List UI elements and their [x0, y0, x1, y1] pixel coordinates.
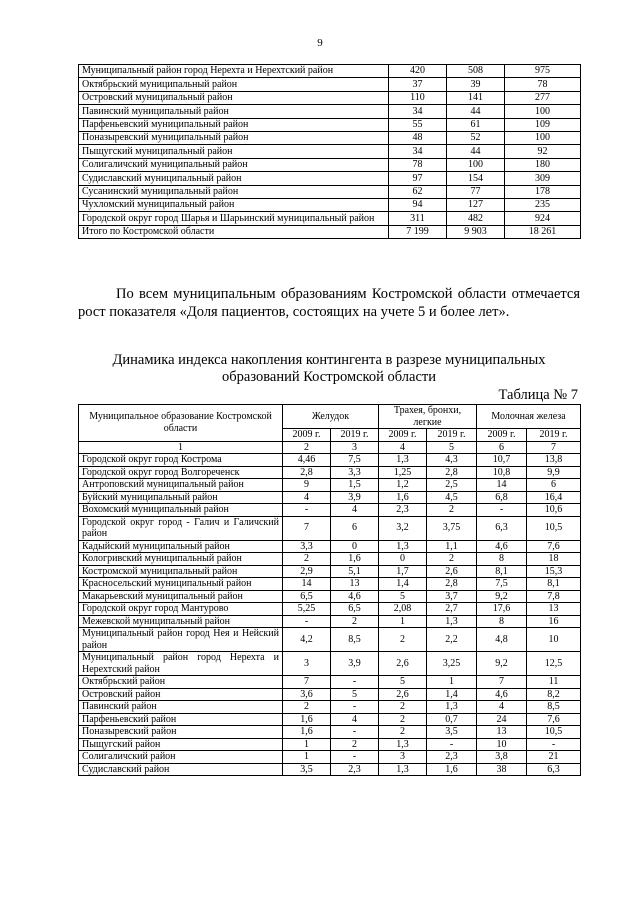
value-cell: 14: [477, 479, 527, 492]
value-cell: 10,6: [527, 504, 581, 517]
value-cell: 1,7: [379, 565, 427, 578]
value-cell: 2,6: [379, 652, 427, 676]
value-cell: 1,6: [331, 553, 379, 566]
table-row: [79, 118, 581, 131]
region-name-cell: Городской округ город Волгореченск: [79, 466, 283, 479]
value-cell: 9,2: [477, 652, 527, 676]
region-name-cell: Буйский муниципальный район: [79, 491, 283, 504]
table-heading-line1: Динамика индекса накопления контингента в разрезе муниципальных: [112, 352, 546, 368]
value-cell: 4: [331, 713, 379, 726]
value-cell: 1,3: [379, 454, 427, 467]
value-cell: 5: [379, 590, 427, 603]
value-cell: 52: [447, 131, 505, 144]
value-cell: 2: [427, 553, 477, 566]
region-name-cell: Городской округ город Шарья и Шарьинский муниципальный район: [79, 212, 389, 225]
value-cell: 6,8: [477, 491, 527, 504]
table-row: [79, 479, 581, 492]
table-heading-line2: образований Костромской области: [222, 369, 436, 385]
table-row: [79, 504, 581, 517]
region-name-cell: Костромской муниципальный район: [79, 565, 283, 578]
value-cell: 1,6: [427, 763, 477, 776]
value-cell: 180: [505, 158, 581, 171]
table-row: [79, 553, 581, 566]
column-number: 5: [427, 441, 477, 454]
value-cell: 235: [505, 198, 581, 211]
header-row-column-numbers: [79, 441, 581, 454]
value-cell: 1,6: [283, 726, 331, 739]
table-row: [79, 65, 581, 78]
value-cell: 5: [331, 688, 379, 701]
header-year: 2019 г.: [427, 429, 477, 442]
value-cell: 4,2: [283, 628, 331, 652]
region-name-cell: Красносельский муниципальный район: [79, 578, 283, 591]
value-cell: 44: [447, 105, 505, 118]
table-row: [79, 590, 581, 603]
table-row: [79, 578, 581, 591]
value-cell: 975: [505, 65, 581, 78]
value-cell: 6: [527, 479, 581, 492]
table-row: [79, 78, 581, 91]
patients-count-table-body: [79, 65, 581, 239]
value-cell: 10: [527, 628, 581, 652]
value-cell: 78: [505, 78, 581, 91]
value-cell: 1,6: [283, 713, 331, 726]
value-cell: 10,8: [477, 466, 527, 479]
value-cell: 100: [505, 105, 581, 118]
value-cell: 34: [389, 105, 447, 118]
value-cell: 1,3: [379, 763, 427, 776]
value-cell: 8,2: [527, 688, 581, 701]
table-row: [79, 105, 581, 118]
header-year: 2009 г.: [283, 429, 331, 442]
region-name-cell: Муниципальный район город Нерехта и Нерехтский район: [79, 652, 283, 676]
table-row: [79, 172, 581, 185]
value-cell: 8,5: [331, 628, 379, 652]
table-row: [79, 516, 581, 540]
header-year: 2019 г.: [527, 429, 581, 442]
value-cell: 16: [527, 615, 581, 628]
value-cell: 44: [447, 145, 505, 158]
value-cell: 100: [447, 158, 505, 171]
value-cell: 39: [447, 78, 505, 91]
value-cell: 11: [527, 676, 581, 689]
value-cell: 154: [447, 172, 505, 185]
value-cell: 7: [283, 516, 331, 540]
region-name-cell: Чухломский муниципальный район: [79, 198, 389, 211]
table-row: [79, 701, 581, 714]
table-row: [79, 454, 581, 467]
value-cell: 8,1: [527, 578, 581, 591]
value-cell: 4,5: [427, 491, 477, 504]
region-name-cell: Солигаличский район: [79, 751, 283, 764]
table-heading: [78, 352, 580, 386]
region-name-cell: Парфеньевский район: [79, 713, 283, 726]
table-row: [79, 615, 581, 628]
value-cell: 7,5: [331, 454, 379, 467]
value-cell: 1,4: [379, 578, 427, 591]
value-cell: 9 903: [447, 225, 505, 238]
accumulation-index-table-body: [79, 454, 581, 776]
value-cell: 4,8: [477, 628, 527, 652]
value-cell: 3,3: [283, 540, 331, 553]
value-cell: 1: [283, 738, 331, 751]
value-cell: 6: [331, 516, 379, 540]
value-cell: 7,6: [527, 713, 581, 726]
value-cell: 2: [427, 504, 477, 517]
value-cell: 18: [527, 553, 581, 566]
value-cell: 16,4: [527, 491, 581, 504]
header-row-groups: [79, 405, 581, 429]
value-cell: 3: [283, 652, 331, 676]
table-row: [79, 491, 581, 504]
value-cell: 0,7: [427, 713, 477, 726]
value-cell: 3,9: [331, 652, 379, 676]
value-cell: -: [331, 701, 379, 714]
region-name-cell: Кологривский муниципальный район: [79, 553, 283, 566]
value-cell: 3,75: [427, 516, 477, 540]
value-cell: 1,2: [379, 479, 427, 492]
value-cell: 2: [283, 701, 331, 714]
value-cell: 3,2: [379, 516, 427, 540]
value-cell: 6,5: [331, 603, 379, 616]
value-cell: 4,6: [477, 540, 527, 553]
value-cell: 7,8: [527, 590, 581, 603]
value-cell: 2: [331, 615, 379, 628]
table-row: [79, 676, 581, 689]
value-cell: 1: [379, 615, 427, 628]
value-cell: -: [283, 504, 331, 517]
value-cell: 5,25: [283, 603, 331, 616]
region-name-cell: Муниципальный район город Нея и Нейский район: [79, 628, 283, 652]
region-name-cell: Павинский район: [79, 701, 283, 714]
value-cell: 1,25: [379, 466, 427, 479]
value-cell: -: [331, 676, 379, 689]
column-number: 3: [331, 441, 379, 454]
summary-paragraph-text: По всем муниципальным образованиям Костромской области отмечается рост показателя «Доля пациентов, состоящих на учете 5 и более лет».: [78, 286, 580, 320]
value-cell: 3: [379, 751, 427, 764]
table-row: [79, 565, 581, 578]
value-cell: 62: [389, 185, 447, 198]
value-cell: 2,3: [331, 763, 379, 776]
table-row: [79, 91, 581, 104]
value-cell: 13,8: [527, 454, 581, 467]
value-cell: 508: [447, 65, 505, 78]
value-cell: 7: [477, 676, 527, 689]
value-cell: -: [427, 738, 477, 751]
table-row: [79, 131, 581, 144]
value-cell: 4: [331, 504, 379, 517]
value-cell: 9,9: [527, 466, 581, 479]
value-cell: 3,25: [427, 652, 477, 676]
value-cell: 10,7: [477, 454, 527, 467]
table-row: [79, 726, 581, 739]
value-cell: 7 199: [389, 225, 447, 238]
value-cell: 6,5: [283, 590, 331, 603]
column-number: 4: [379, 441, 427, 454]
region-name-cell: Городской округ город - Галич и Галичский район: [79, 516, 283, 540]
value-cell: 3,5: [283, 763, 331, 776]
value-cell: -: [527, 738, 581, 751]
value-cell: 178: [505, 185, 581, 198]
value-cell: 1,3: [427, 615, 477, 628]
value-cell: 7: [283, 676, 331, 689]
header-region: Муниципальное образование Костромской области: [79, 405, 283, 442]
value-cell: 110: [389, 91, 447, 104]
value-cell: 3,9: [331, 491, 379, 504]
value-cell: 141: [447, 91, 505, 104]
value-cell: 2,2: [427, 628, 477, 652]
value-cell: 18 261: [505, 225, 581, 238]
value-cell: 12,5: [527, 652, 581, 676]
value-cell: 311: [389, 212, 447, 225]
value-cell: 2: [379, 726, 427, 739]
value-cell: 2: [331, 738, 379, 751]
table-row: [79, 763, 581, 776]
value-cell: 2: [379, 701, 427, 714]
value-cell: 10,5: [527, 726, 581, 739]
table-row: [79, 185, 581, 198]
value-cell: 0: [331, 540, 379, 553]
value-cell: 2,6: [379, 688, 427, 701]
region-name-cell: Пыщугский муниципальный район: [79, 145, 389, 158]
header-year: 2009 г.: [477, 429, 527, 442]
region-name-cell: Вохомский муниципальный район: [79, 504, 283, 517]
value-cell: 55: [389, 118, 447, 131]
value-cell: 5: [379, 676, 427, 689]
value-cell: 420: [389, 65, 447, 78]
value-cell: 10,5: [527, 516, 581, 540]
value-cell: 8,1: [477, 565, 527, 578]
region-name-cell: Октябрьский район: [79, 676, 283, 689]
table-row: [79, 198, 581, 211]
table-row: [79, 751, 581, 764]
column-number: 6: [477, 441, 527, 454]
value-cell: 17,6: [477, 603, 527, 616]
value-cell: 21: [527, 751, 581, 764]
column-number: 2: [283, 441, 331, 454]
value-cell: 4: [477, 701, 527, 714]
value-cell: 34: [389, 145, 447, 158]
region-name-cell: Макарьевский муниципальный район: [79, 590, 283, 603]
value-cell: 109: [505, 118, 581, 131]
value-cell: 1,3: [379, 738, 427, 751]
column-number: 1: [79, 441, 283, 454]
value-cell: 8: [477, 615, 527, 628]
value-cell: 94: [389, 198, 447, 211]
value-cell: 77: [447, 185, 505, 198]
page-number: 9: [317, 37, 323, 49]
region-name-cell: Пыщугский район: [79, 738, 283, 751]
value-cell: 482: [447, 212, 505, 225]
value-cell: 4: [283, 491, 331, 504]
column-number: 7: [527, 441, 581, 454]
header-stomach: Желудок: [283, 405, 379, 429]
value-cell: 4,6: [477, 688, 527, 701]
value-cell: 61: [447, 118, 505, 131]
value-cell: 97: [389, 172, 447, 185]
value-cell: 38: [477, 763, 527, 776]
value-cell: 13: [477, 726, 527, 739]
value-cell: 2,8: [283, 466, 331, 479]
value-cell: 4,6: [331, 590, 379, 603]
value-cell: 48: [389, 131, 447, 144]
table-row: [79, 652, 581, 676]
value-cell: 1,6: [379, 491, 427, 504]
region-name-cell: Городской округ город Кострома: [79, 454, 283, 467]
table-row: [79, 603, 581, 616]
value-cell: 1,5: [331, 479, 379, 492]
value-cell: 13: [527, 603, 581, 616]
region-name-cell: Поназыревский район: [79, 726, 283, 739]
table-row: [79, 628, 581, 652]
region-name-cell: Кадыйский муниципальный район: [79, 540, 283, 553]
value-cell: -: [331, 751, 379, 764]
region-name-cell: Итого по Костромской области: [79, 225, 389, 238]
value-cell: 2,6: [427, 565, 477, 578]
header-year: 2009 г.: [379, 429, 427, 442]
region-name-cell: Островский муниципальный район: [79, 91, 389, 104]
value-cell: 3,7: [427, 590, 477, 603]
region-name-cell: Октябрьский муниципальный район: [79, 78, 389, 91]
value-cell: 2: [283, 553, 331, 566]
value-cell: 3,3: [331, 466, 379, 479]
value-cell: 7,5: [477, 578, 527, 591]
region-name-cell: Антроповский муниципальный район: [79, 479, 283, 492]
region-name-cell: Павинский муниципальный район: [79, 105, 389, 118]
patients-count-table: [78, 64, 581, 239]
table-row: [79, 688, 581, 701]
table-label: Таблица № 7: [498, 387, 578, 403]
value-cell: 37: [389, 78, 447, 91]
value-cell: 277: [505, 91, 581, 104]
value-cell: 2,9: [283, 565, 331, 578]
region-name-cell: Сусанинский муниципальный район: [79, 185, 389, 198]
value-cell: 4,3: [427, 454, 477, 467]
value-cell: 10: [477, 738, 527, 751]
header-year: 2019 г.: [331, 429, 379, 442]
value-cell: 13: [331, 578, 379, 591]
region-name-cell: Муниципальный район город Нерехта и Нерехтский район: [79, 65, 389, 78]
value-cell: 7,6: [527, 540, 581, 553]
region-name-cell: Солигаличский муниципальный район: [79, 158, 389, 171]
value-cell: 0: [379, 553, 427, 566]
value-cell: 100: [505, 131, 581, 144]
value-cell: 2,08: [379, 603, 427, 616]
value-cell: 1: [283, 751, 331, 764]
region-name-cell: Островский район: [79, 688, 283, 701]
value-cell: 924: [505, 212, 581, 225]
value-cell: 2,8: [427, 578, 477, 591]
value-cell: 6,3: [527, 763, 581, 776]
value-cell: 6,3: [477, 516, 527, 540]
table-row: [79, 713, 581, 726]
value-cell: 8: [477, 553, 527, 566]
value-cell: 2: [379, 713, 427, 726]
region-name-cell: Поназыревский муниципальный район: [79, 131, 389, 144]
table-row: [79, 145, 581, 158]
region-name-cell: Парфеньевский муниципальный район: [79, 118, 389, 131]
region-name-cell: Судиславский муниципальный район: [79, 172, 389, 185]
table-row: [79, 540, 581, 553]
value-cell: 127: [447, 198, 505, 211]
region-name-cell: Межевской муниципальный район: [79, 615, 283, 628]
table-row: [79, 466, 581, 479]
table-row: [79, 212, 581, 225]
region-name-cell: Городской округ город Мантурово: [79, 603, 283, 616]
header-trachea-bronchi-lungs: Трахея, бронхи, легкие: [379, 405, 477, 429]
value-cell: -: [283, 615, 331, 628]
value-cell: 2: [379, 628, 427, 652]
accumulation-index-table: [78, 404, 581, 776]
value-cell: 15,3: [527, 565, 581, 578]
value-cell: 9: [283, 479, 331, 492]
value-cell: 1,4: [427, 688, 477, 701]
value-cell: -: [477, 504, 527, 517]
value-cell: 1,3: [379, 540, 427, 553]
value-cell: 4,46: [283, 454, 331, 467]
value-cell: 2,3: [427, 751, 477, 764]
value-cell: 14: [283, 578, 331, 591]
value-cell: 24: [477, 713, 527, 726]
value-cell: 78: [389, 158, 447, 171]
value-cell: 5,1: [331, 565, 379, 578]
header-breast: Молочная железа: [477, 405, 581, 429]
summary-paragraph: [78, 285, 580, 321]
value-cell: 2,7: [427, 603, 477, 616]
value-cell: 1: [427, 676, 477, 689]
value-cell: -: [331, 726, 379, 739]
value-cell: 2,8: [427, 466, 477, 479]
value-cell: 3,8: [477, 751, 527, 764]
value-cell: 8,5: [527, 701, 581, 714]
value-cell: 3,5: [427, 726, 477, 739]
value-cell: 3,6: [283, 688, 331, 701]
value-cell: 92: [505, 145, 581, 158]
value-cell: 2,5: [427, 479, 477, 492]
table-row: [79, 158, 581, 171]
value-cell: 9,2: [477, 590, 527, 603]
value-cell: 2,3: [379, 504, 427, 517]
value-cell: 1,3: [427, 701, 477, 714]
table-row: [79, 225, 581, 238]
value-cell: 309: [505, 172, 581, 185]
value-cell: 1,1: [427, 540, 477, 553]
table-row: [79, 738, 581, 751]
region-name-cell: Судиславский район: [79, 763, 283, 776]
